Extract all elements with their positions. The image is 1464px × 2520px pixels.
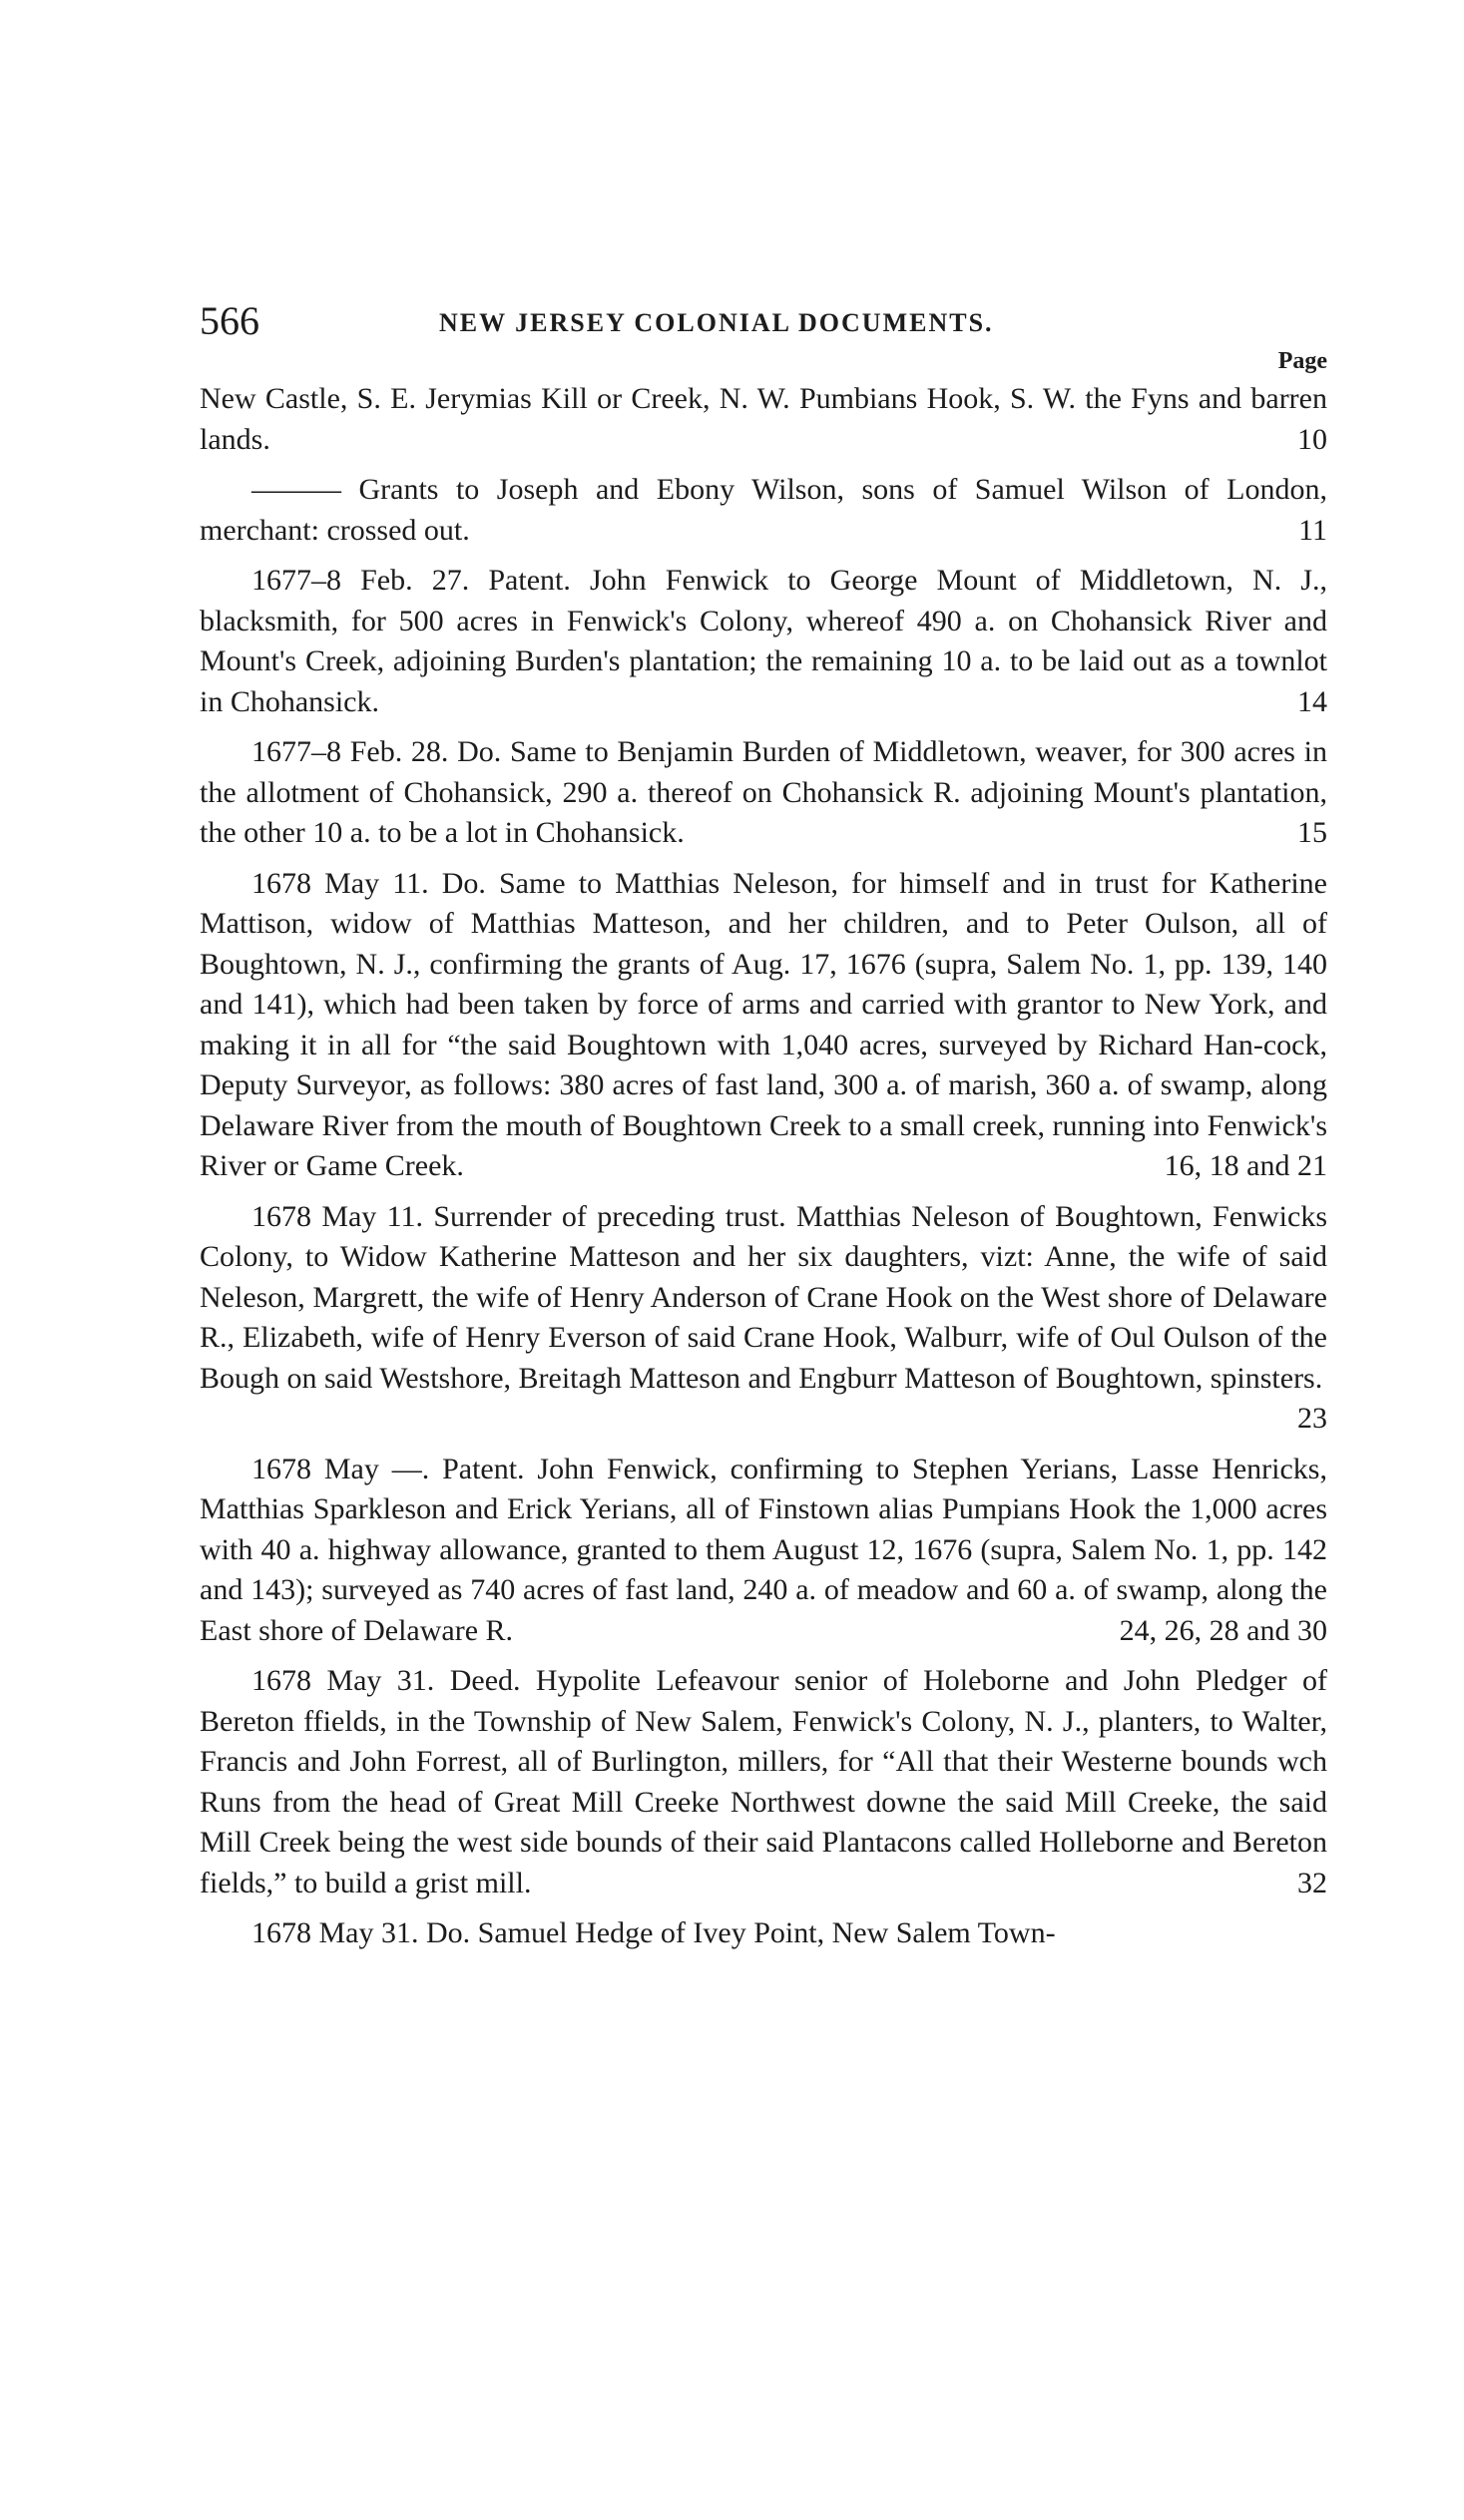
document-entry (200, 1197, 1327, 1440)
entry-text: 1677–8 Feb. 27. Patent. John Fenwick to George Mount of Middletown, N. J., blacksmith, for 500 acres in Fenwick's Colony, whereof 490 a. on Chohansick River and Mount's Creek, adjoining Burden's plantation; the remaining 10 a. to be laid out as a townlot in Chohansick. (200, 564, 1327, 718)
entry-text: 1678 May 31. Deed. Hypolite Lefeavour senior of Holeborne and John Pledger of Bereton ffields, in the Township of New Salem, Fenwick's Colony, N. J., planters, to Walter, Francis and John Forrest, all of Burlington, millers, for “All that their Westerne bounds wch Runs from the head of Great Mill Creeke Northwest downe the said Mill Creeke, the said Mill Creek being the west side bounds of their said Plantacons called Holleborne and Bereton fields,” to build a grist mill. (200, 1664, 1327, 1899)
page-reference: 24, 26, 28 and 30 (1119, 1613, 1327, 1647)
page-reference: 15 (1297, 816, 1327, 849)
page-column-label: Page (1277, 348, 1327, 374)
page-number: 566 (200, 298, 259, 343)
entry-text: 1678 May —. Patent. John Fenwick, confirming to Stephen Yerians, Lasse Henricks, Matthias Sparkleson and Erick Yerians, all of Finstown alias Pumpians Hook the 1,000 acres with 40 a. highway allowance, granted to them August 12, 1676 (supra, Salem No. 1, pp. 142 and 143); surveyed as 740 acres of fast land, 240 a. of meadow and 60 a. of swamp, along the East shore of Delaware R. (200, 1452, 1327, 1647)
document-entry (200, 1913, 1327, 1954)
entry-text: 1678 May 11. Do. Same to Matthias Neleson, for himself and in trust for Katherine Mattison, widow of Matthias Matteson, and her children, and to Peter Oulson, all of Boughtown, N. J., confirming the grants of Aug. 17, 1676 (supra, Salem No. 1, pp. 139, 140 and 141), which had been taken by force of arms and carried with grantor to New York, and making it in all for “the said Boughtown with 1,040 acres, surveyed by Richard Han-cock, Deputy Surveyor, as follows: 380 acres of fast land, 300 a. of marish, 360 a. of swamp, along Delaware River from the mouth of Boughtown Creek to a small creek, running into Fenwick's River or Game Creek. (200, 866, 1327, 1182)
page-reference: 11 (1298, 513, 1327, 547)
running-head (200, 299, 1327, 343)
document-entry (200, 561, 1327, 722)
book-title: NEW JERSEY COLONIAL DOCUMENTS. (439, 308, 994, 337)
document-entry (200, 1450, 1327, 1652)
page-reference: 10 (1297, 422, 1327, 456)
entry-text: New Castle, S. E. Jerymias Kill or Creek, N. W. Pumbians Hook, S. W. the Fyns and barren lands. (200, 382, 1327, 456)
entry-text: 1678 May 11. Surrender of preceding trust. Matthias Neleson of Boughtown, Fenwicks Colony, to Widow Katherine Matteson and her six daughters, vizt: Anne, the wife of said Neleson, Margrett, the wife of Henry Anderson of Crane Hook on the West shore of Delaware R., Elizabeth, wife of Henry Everson of said Crane Hook, Walburr, wife of Oul Oulson of the Bough on said Westshore, Breitagh Matteson and Engburr Matteson of Boughtown, spinsters. (200, 1199, 1327, 1395)
entry-text: 1678 May 31. Do. Samuel Hedge of Ivey Point, New Salem Town- (251, 1916, 1056, 1949)
document-entry (200, 470, 1327, 551)
entry-text: 1677–8 Feb. 28. Do. Same to Benjamin Burden of Middletown, weaver, for 300 acres in the allotment of Chohansick, 290 a. thereof on Chohansick R. adjoining Mount's plantation, the other 10 a. to be a lot in Chohansick. (200, 735, 1327, 849)
page-reference: 23 (1297, 1402, 1327, 1435)
document-entry (200, 1661, 1327, 1903)
page-reference: 32 (1297, 1866, 1327, 1899)
entry-text: ——— Grants to Joseph and Ebony Wilson, sons of Samuel Wilson of London, merchant: crossed out. (200, 473, 1327, 547)
document-entry (200, 732, 1327, 854)
entry-list (200, 379, 1327, 1954)
document-page (200, 299, 1327, 1964)
document-entry (200, 864, 1327, 1187)
page-reference: 16, 18 and 21 (1164, 1149, 1327, 1182)
page-reference: 14 (1297, 684, 1327, 718)
document-entry (200, 379, 1327, 460)
